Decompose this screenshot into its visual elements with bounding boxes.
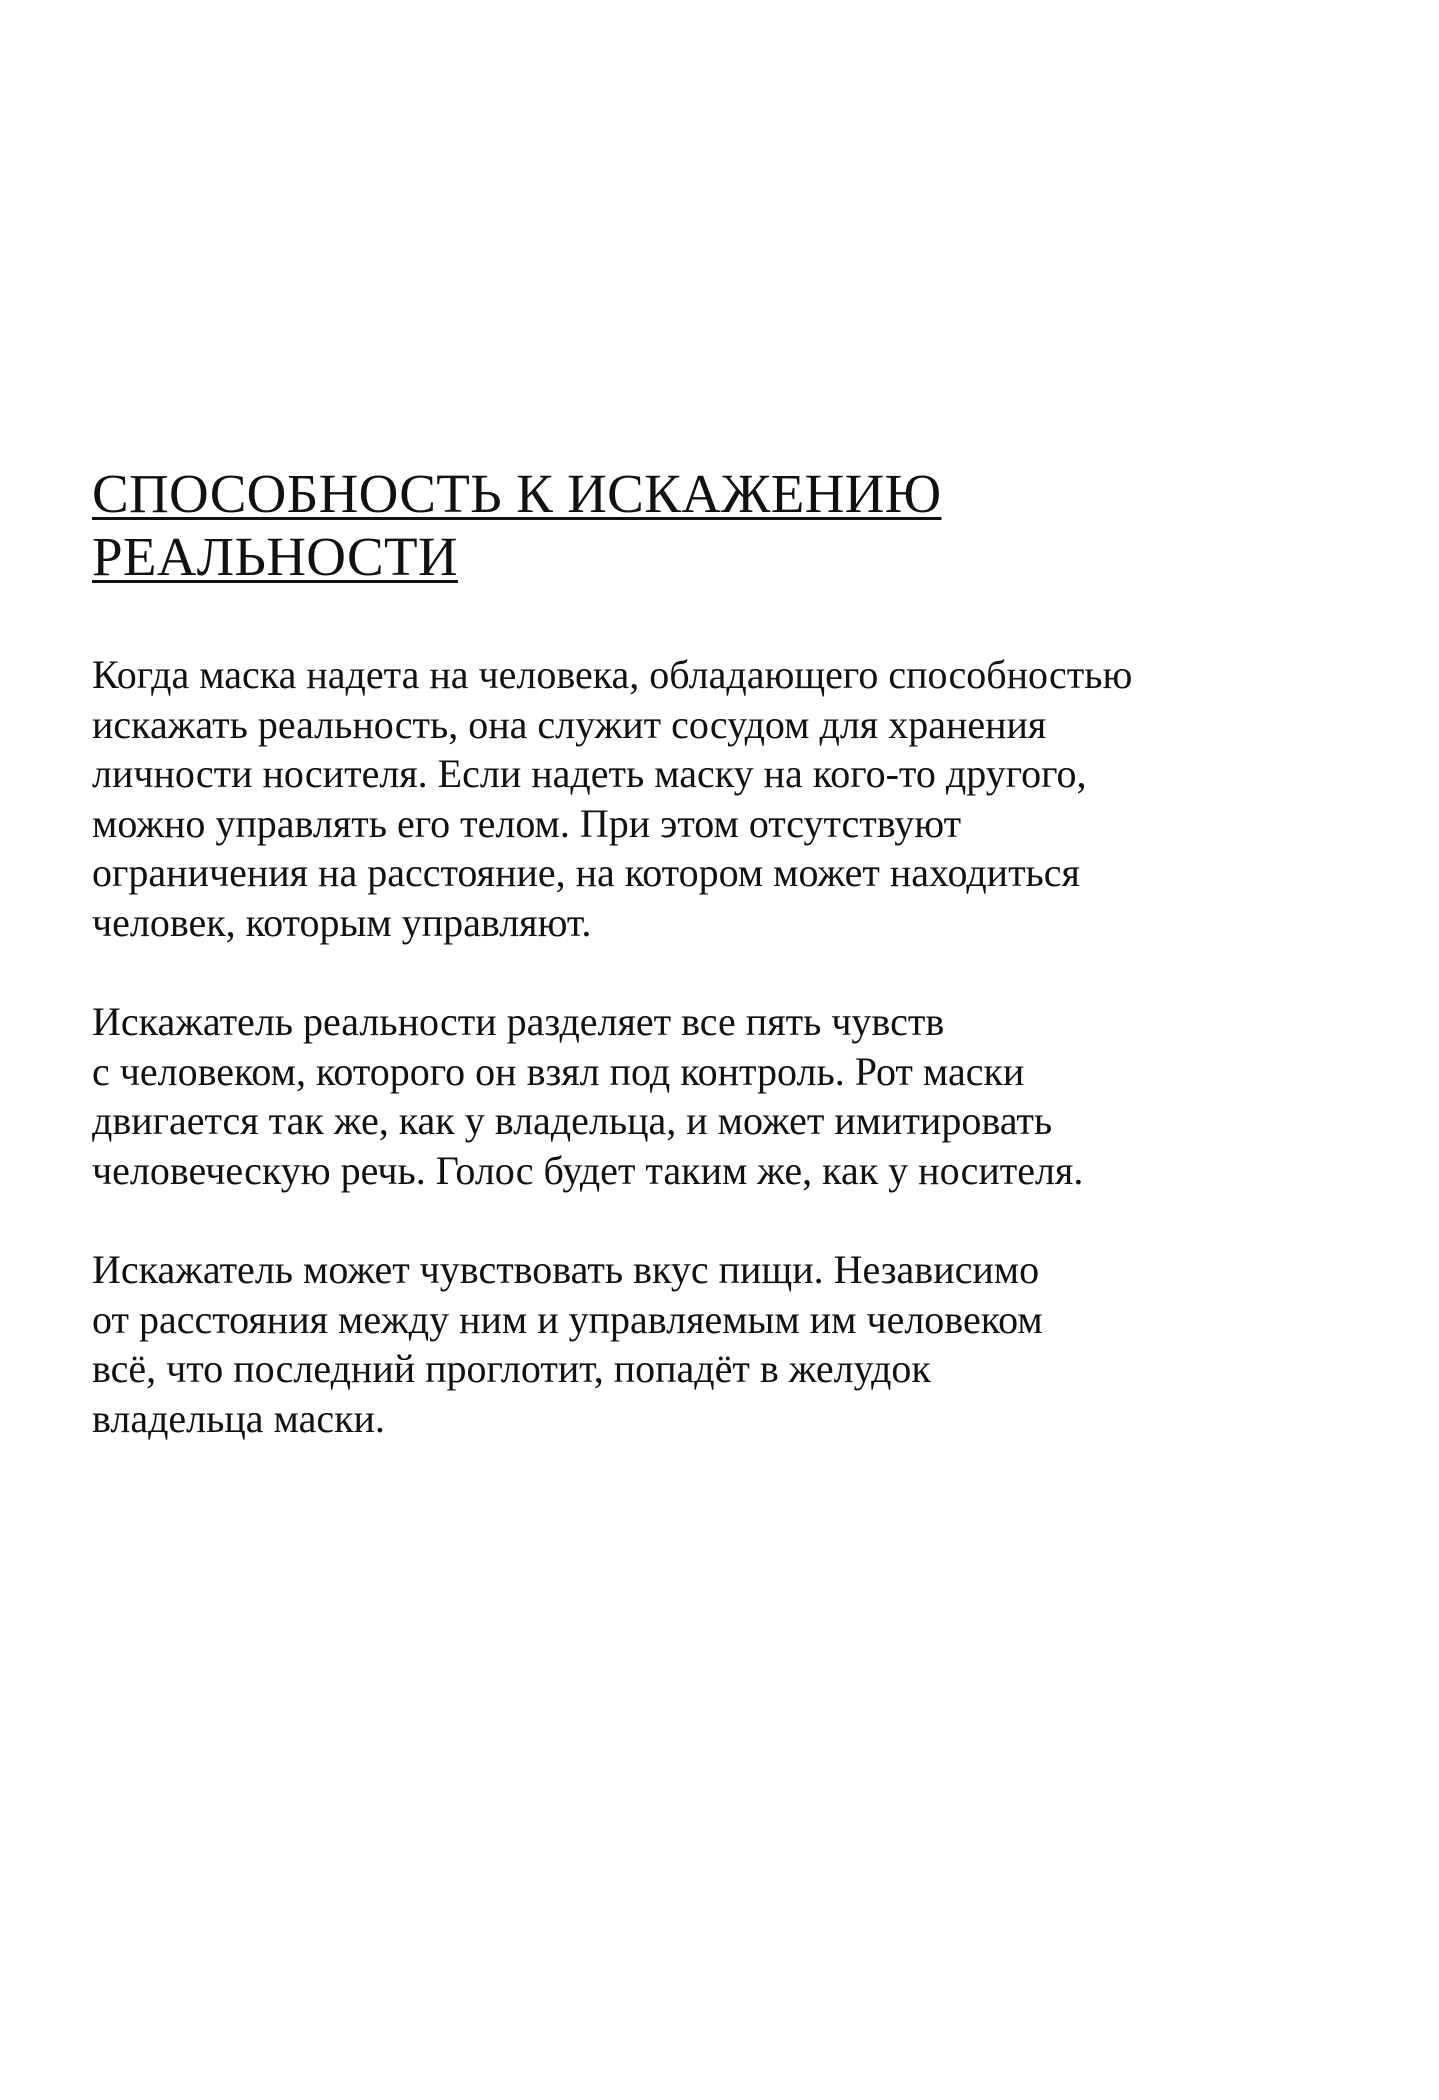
text-line: можно управлять его телом. При этом отсутствуют (92, 800, 962, 846)
title-line: РЕАЛЬНОСТИ (92, 526, 458, 587)
text-line: Когда маска надета на человека, обладающего способностью (92, 652, 1133, 697)
paragraph (92, 1245, 1352, 1443)
paragraph (92, 997, 1352, 1195)
body-text (92, 650, 1352, 1443)
text-line: Искажатель может чувствовать вкус пищи. Независимо (92, 1247, 1040, 1292)
text-line: с человеком, которого он взял под контроль. Рот маски (92, 1048, 1025, 1094)
section-title (92, 462, 1352, 588)
text-line: владельца маски. (92, 1395, 385, 1441)
text-line: Искажатель реальности разделяет все пять чувств (92, 999, 945, 1044)
title-line: СПОСОБНОСТЬ К ИСКАЖЕНИЮ (92, 463, 942, 524)
text-line: от расстояния между ним и управляемым им человеком (92, 1296, 1043, 1342)
text-line: человеческую речь. Голос будет таким же, как у носителя. (92, 1147, 1084, 1193)
text-line: человек, которым управляют. (92, 899, 592, 945)
text-line: двигается так же, как у владельца, и может имитировать (92, 1098, 1053, 1143)
text-line: всё, что последний проглотит, попадёт в желудок (92, 1346, 931, 1391)
text-line: личности носителя. Если надеть маску на кого-то другого, (92, 751, 1087, 796)
text-line: искажать реальность, она служит сосудом для хранения (92, 701, 1047, 747)
text-line: ограничения на расстояние, на котором может находиться (92, 850, 1080, 895)
paragraph (92, 650, 1352, 947)
document-content (92, 462, 1352, 1493)
